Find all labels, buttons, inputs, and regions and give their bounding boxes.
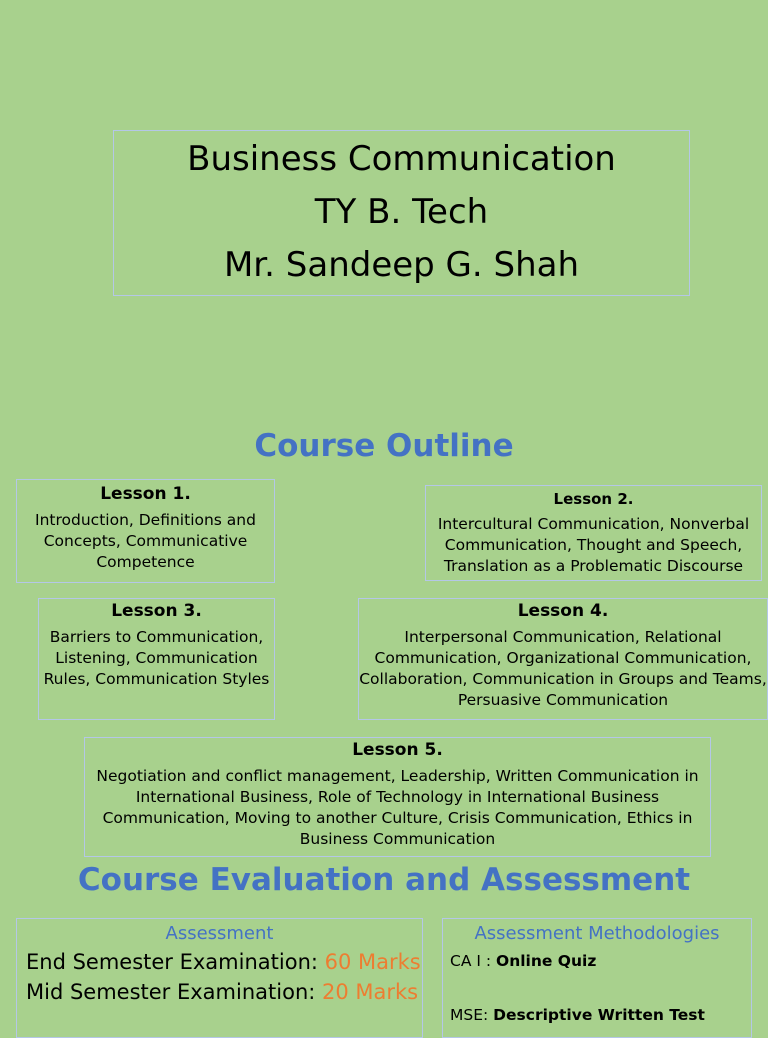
assessment-label: End Semester Examination: <box>26 950 325 974</box>
lesson-body: Interpersonal Communication, Relational Communication, Organizational Communication, Collaboration, Communication in Groups and Teams, Persuasive Communication <box>359 628 767 709</box>
assessment-marks: 60 Marks <box>324 950 421 974</box>
title-box <box>113 130 690 296</box>
methodologies-box <box>442 918 752 1038</box>
assessment-row-end-sem <box>26 950 422 974</box>
lesson-4-box <box>358 598 768 720</box>
assessment-row-mid-sem <box>26 980 422 1004</box>
lesson-3-box <box>38 598 275 720</box>
lesson-body: Introduction, Definitions and Concepts, Communicative Competence <box>35 511 256 571</box>
lesson-title: Lesson 1. <box>100 484 191 504</box>
lesson-title: Lesson 2. <box>553 490 634 508</box>
course-level: TY B. Tech <box>314 192 489 232</box>
methodology-row-mse <box>450 1006 751 1024</box>
lesson-2-box <box>425 485 762 581</box>
methodology-label: CA I : <box>450 952 497 970</box>
lesson-5-box <box>84 737 711 857</box>
assessment-box <box>16 918 423 1038</box>
lesson-title: Lesson 5. <box>352 740 443 760</box>
course-title: Business Communication <box>187 139 616 179</box>
methodology-value: Descriptive Written Test <box>493 1006 705 1024</box>
course-outline-heading: Course Outline <box>254 428 514 464</box>
lesson-body: Negotiation and conflict management, Leadership, Written Communication in International Business, Role of Technology in International Business Communication, Moving to another Culture, Crisis Communication, Ethics in Business Communication <box>96 767 699 848</box>
assessment-marks: 20 Marks <box>322 980 419 1004</box>
methodology-label: MSE: <box>450 1006 494 1024</box>
lesson-body: Barriers to Communication, Listening, Communication Rules, Communication Styles <box>43 628 270 688</box>
lesson-body: Intercultural Communication, Nonverbal Communication, Thought and Speech, Translation as a Problematic Discourse <box>437 515 750 575</box>
methodology-value: Online Quiz <box>496 952 597 970</box>
assessment-title: Assessment <box>165 923 274 944</box>
assessment-label: Mid Semester Examination: <box>26 980 322 1004</box>
lesson-title: Lesson 4. <box>517 601 609 621</box>
evaluation-heading: Course Evaluation and Assessment <box>77 862 691 898</box>
lesson-1-box <box>16 479 275 583</box>
instructor-name: Mr. Sandeep G. Shah <box>223 245 580 285</box>
methodology-row-ca1 <box>450 952 751 970</box>
methodologies-title: Assessment Methodologies <box>474 923 720 944</box>
lesson-title: Lesson 3. <box>111 601 202 621</box>
